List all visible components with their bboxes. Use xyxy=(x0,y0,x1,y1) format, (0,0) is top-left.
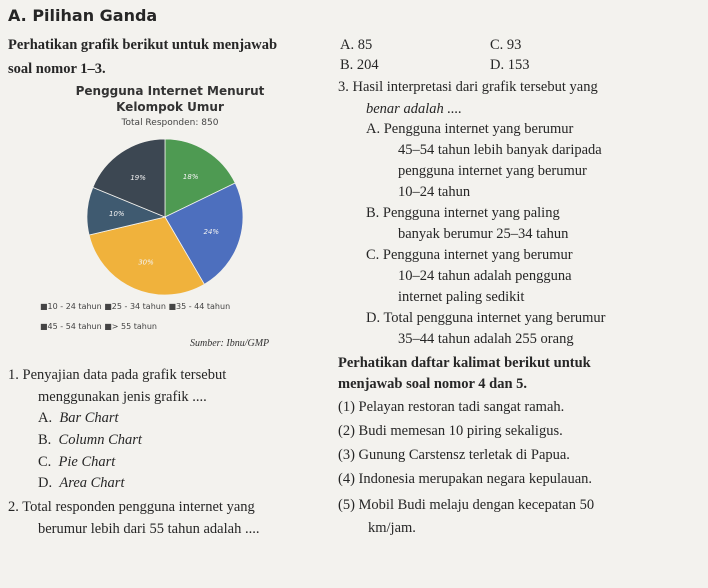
pie-data-label: 30% xyxy=(138,258,154,267)
q1-option-text: Area Chart xyxy=(59,475,125,491)
sentence-1: (1) Pelayan restoran tadi sangat ramah. xyxy=(338,399,565,415)
pie-svg xyxy=(80,135,250,300)
sentence-4: (4) Indonesia merupakan negara kepulauan. xyxy=(338,471,593,487)
chart-source: Sumber: Ibnu/GMP xyxy=(190,338,270,349)
pie-data-label: 10% xyxy=(109,210,125,219)
q1-option-b: B. Column Chart xyxy=(38,432,142,448)
sentence-5-continued: km/jam. xyxy=(368,520,416,536)
q1-option-d: D. Area Chart xyxy=(38,475,125,491)
q3-option-c-line-3: internet paling sedikit xyxy=(398,289,525,305)
q3-option-a-line-2: 45–54 tahun lebih banyak daripada xyxy=(398,142,602,158)
q3-stem-line-1: 3. Hasil interpretasi dari grafik tersebut yang xyxy=(338,79,598,95)
q3-option-c-line-2: 10–24 tahun adalah pengguna xyxy=(398,268,572,284)
q4-intro-line-2: menjawab soal nomor 4 dan 5. xyxy=(338,376,528,392)
q2-stem-line-1: 2. Total responden pengguna internet yang xyxy=(8,499,255,515)
section-title: A. Pilihan Ganda xyxy=(8,6,158,25)
chart-title-line-2: Kelompok Umur xyxy=(116,100,224,114)
q3-option-c-line-1: C. Pengguna internet yang berumur xyxy=(366,247,573,263)
q1-option-text: Pie Chart xyxy=(58,454,116,470)
q1-stem-line-1: 1. Penyajian data pada grafik tersebut xyxy=(8,367,227,383)
q2-stem-line-2: berumur lebih dari 55 tahun adalah .... xyxy=(38,521,260,537)
pie-data-label: 24% xyxy=(203,228,220,237)
q1-option-text: Column Chart xyxy=(58,432,142,448)
q3-option-a-line-3: pengguna internet yang berumur xyxy=(398,163,587,179)
sentence-5: (5) Mobil Budi melaju dengan kecepatan 50 xyxy=(338,497,595,513)
q2-option-c: C. 93 xyxy=(490,37,522,53)
q3-option-a-line-1: A. Pengguna internet yang berumur xyxy=(366,121,574,137)
q3-option-b-line-1: B. Pengguna internet yang paling xyxy=(366,205,560,221)
legend-row-1: ■10 - 24 tahun ■25 - 34 tahun ■35 - 44 tahun xyxy=(40,302,231,311)
pie-data-label: 19% xyxy=(130,173,146,182)
q1-option-a: A. Bar Chart xyxy=(38,410,119,426)
pie-data-label: 18% xyxy=(182,173,199,181)
q3-option-a-line-4: 10–24 tahun xyxy=(398,184,471,200)
chart-subtitle: Total Responden: 850 xyxy=(121,118,219,128)
q3-option-b-line-2: banyak berumur 25–34 tahun xyxy=(398,226,569,242)
q2-option-a: A. 85 xyxy=(340,37,373,53)
sentence-2: (2) Budi memesan 10 piring sekaligus. xyxy=(338,423,563,439)
q2-option-d: D. 153 xyxy=(490,57,530,73)
q1-option-c: C. Pie Chart xyxy=(38,454,116,470)
q2-option-b: B. 204 xyxy=(340,57,379,73)
q1-option-text: Bar Chart xyxy=(59,410,119,426)
legend-row-2: ■45 - 54 tahun ■> 55 tahun xyxy=(40,322,158,331)
q1-stem-line-2: menggunakan jenis grafik .... xyxy=(38,389,207,405)
q3-option-d-line-2: 35–44 tahun adalah 255 orang xyxy=(398,331,574,347)
q3-stem-line-2: benar adalah .... xyxy=(366,101,462,117)
intro-line-2: soal nomor 1–3. xyxy=(8,61,106,77)
q4-intro-line-1: Perhatikan daftar kalimat berikut untuk xyxy=(338,355,591,371)
chart-title-line-1: Pengguna Internet Menurut xyxy=(75,84,265,98)
intro-line-1: Perhatikan grafik berikut untuk menjawab xyxy=(8,37,278,53)
q3-option-d-line-1: D. Total pengguna internet yang berumur xyxy=(366,310,606,326)
sentence-3: (3) Gunung Carstensz terletak di Papua. xyxy=(338,447,570,463)
